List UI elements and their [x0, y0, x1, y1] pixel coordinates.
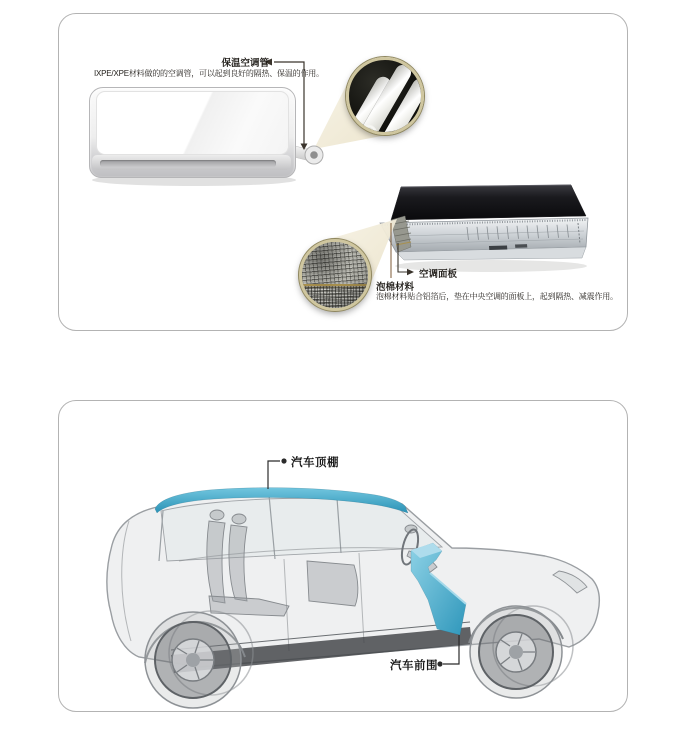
foam-material-title: 泡棉材料 [376, 282, 415, 293]
car-body-xray [107, 492, 599, 708]
ac-applications-panel [58, 13, 628, 331]
cassette-ac-illustration [380, 185, 588, 260]
foam-material-description: 泡棉材料贴合铝箔后，垫在中央空调的面板上，起到隔热、减震作用。 [376, 292, 618, 301]
foam-mesh-shading [302, 242, 368, 308]
roof-leader-line [268, 458, 287, 489]
ac-panel-label: 空调面板 [419, 269, 458, 280]
car-illustration [59, 401, 628, 711]
car-roof-label: 汽车顶棚 [291, 457, 339, 469]
insulated-pipe-description: IXPE/XPE材料做的的空调管，可以起到良好的隔热、保温的作用。 [94, 69, 324, 78]
insulated-pipe-label: 保温空调管 [221, 58, 269, 69]
wall-ac-vent-slot [100, 160, 276, 167]
car-front-label: 汽车前围 [390, 660, 438, 672]
car-applications-panel [58, 400, 628, 712]
wall-ac-front-face [96, 91, 289, 155]
pipes-magnifier [346, 57, 424, 135]
foam-magnifier [299, 239, 371, 311]
